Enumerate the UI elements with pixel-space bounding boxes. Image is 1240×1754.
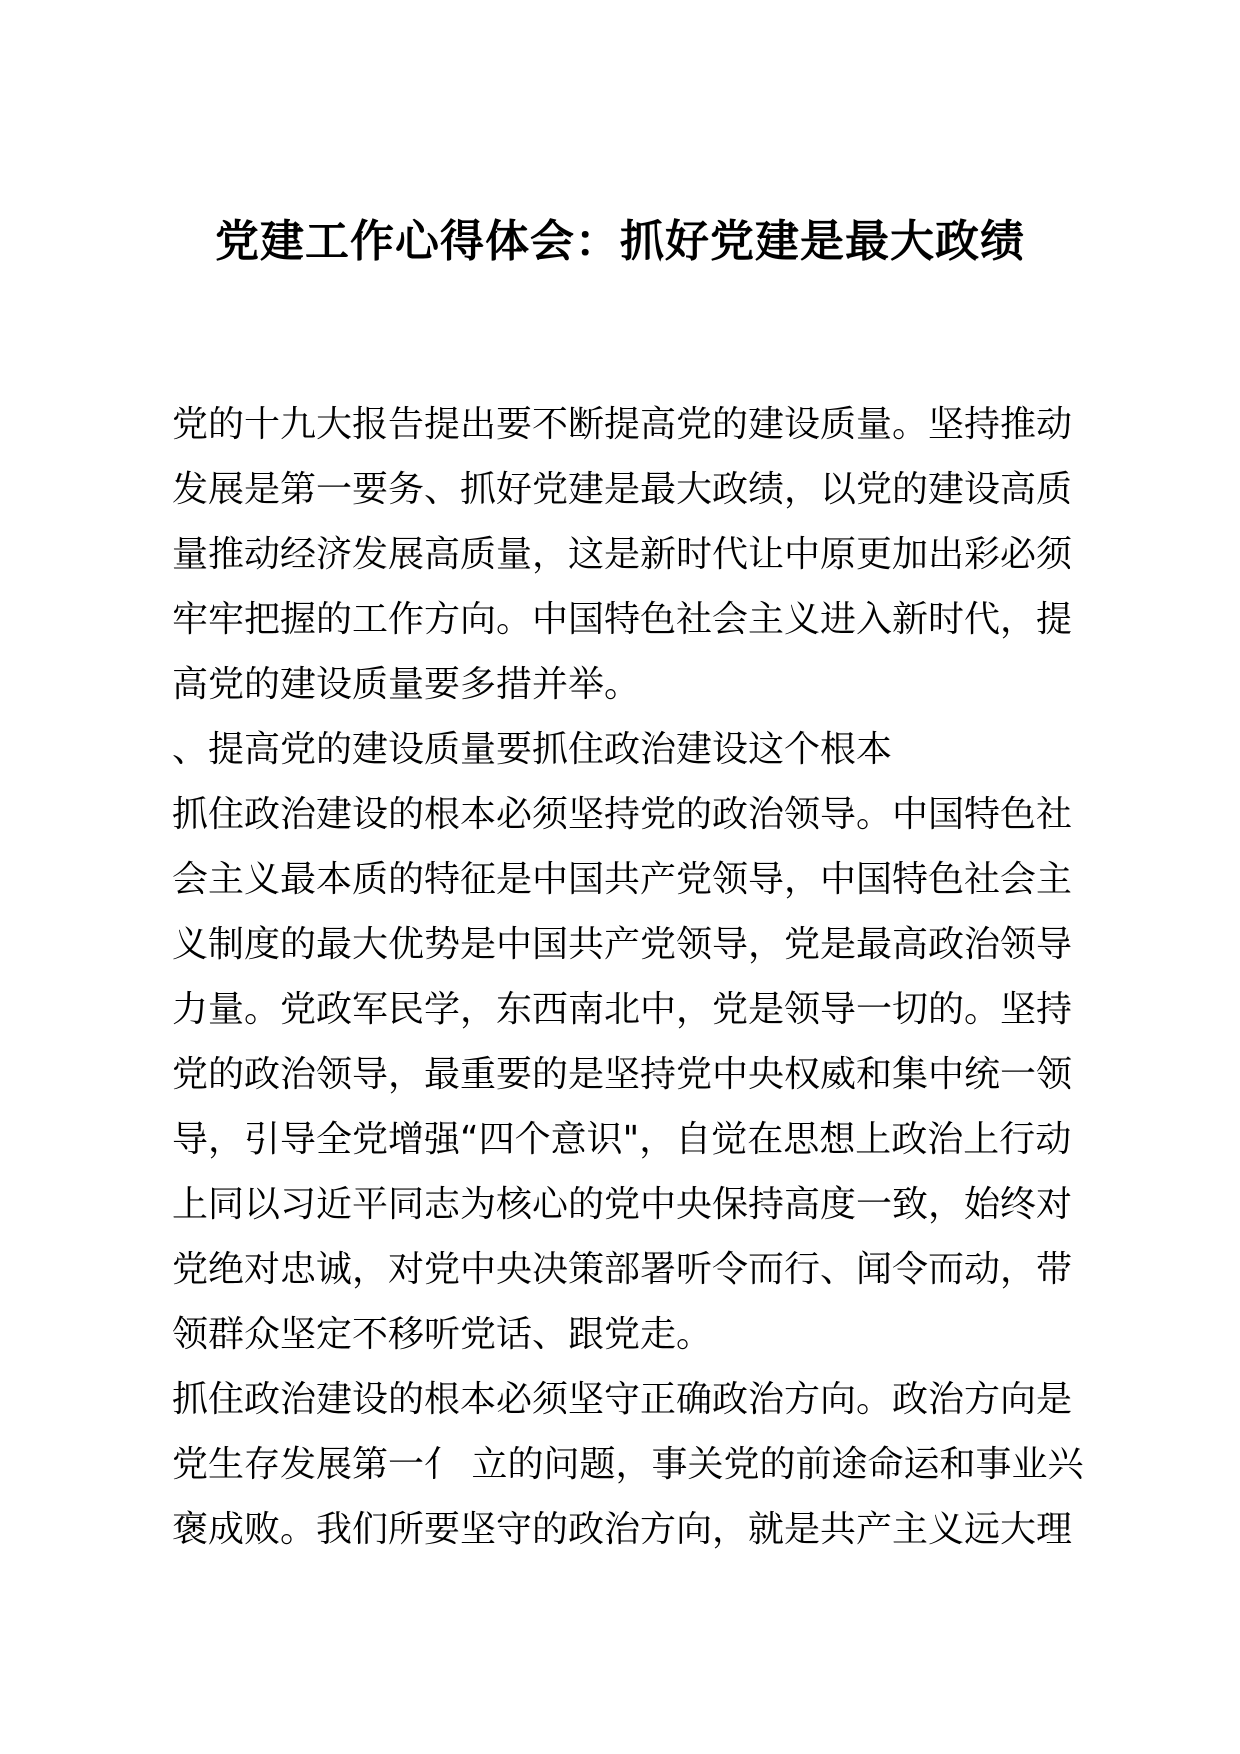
text-line: 导，引导全党增强“四个意识"，自觉在思想上政治上行动 [172, 1119, 1072, 1160]
text-line: 力量。党政军民学，东西南北中，党是领导一切的。坚持 [172, 989, 1073, 1030]
text-line: 会主义最本质的特征是中国共产党领导，中国特色社会主 [172, 859, 1073, 900]
document-body [172, 392, 1084, 1562]
text-line: 抓住政治建设的根本必须坚守正确政治方向。政治方向是 [172, 1379, 1073, 1420]
text-line: 褒成败。我们所要坚守的政治方向，就是共产主义远大理 [172, 1509, 1073, 1550]
text-line: 义制度的最大优势是中国共产党领导，党是最高政治领导 [172, 924, 1073, 965]
text-line: 领群众坚定不移听党话、跟党走。 [172, 1314, 713, 1355]
text-line: 党的政治领导，最重要的是坚持党中央权威和集中统一领 [172, 1054, 1073, 1095]
text-line: 、提高党的建设质量要抓住政治建设这个根本 [172, 729, 893, 770]
text-line: 高党的建设质量要多措并举。 [172, 664, 641, 705]
text-line: 牢牢把握的工作方向。中国特色社会主义进入新时代，提 [172, 599, 1073, 640]
text-line: 发展是第一要务、抓好党建是最大政绩，以党的建设高质 [172, 469, 1073, 510]
text-line: 党生存发展第一亻 立的问题，事关党的前途命运和事业兴 [172, 1444, 1084, 1485]
text-line: 党的十九大报告提出要不断提高党的建设质量。坚持推动 [172, 404, 1073, 445]
text-line: 上同以习近平同志为核心的党中央保持高度一致，始终对 [172, 1184, 1073, 1225]
document-title: 党建工作心得体会：抓好党建是最大政绩 [215, 216, 1025, 267]
text-line: 量推动经济发展高质量，这是新时代让中原更加出彩必须 [172, 534, 1073, 575]
text-line: 抓住政治建设的根本必须坚持党的政治领导。中国特色社 [172, 794, 1073, 835]
text-line: 党绝对忠诚，对党中央决策部署听令而行、闻令而动，带 [172, 1249, 1073, 1290]
